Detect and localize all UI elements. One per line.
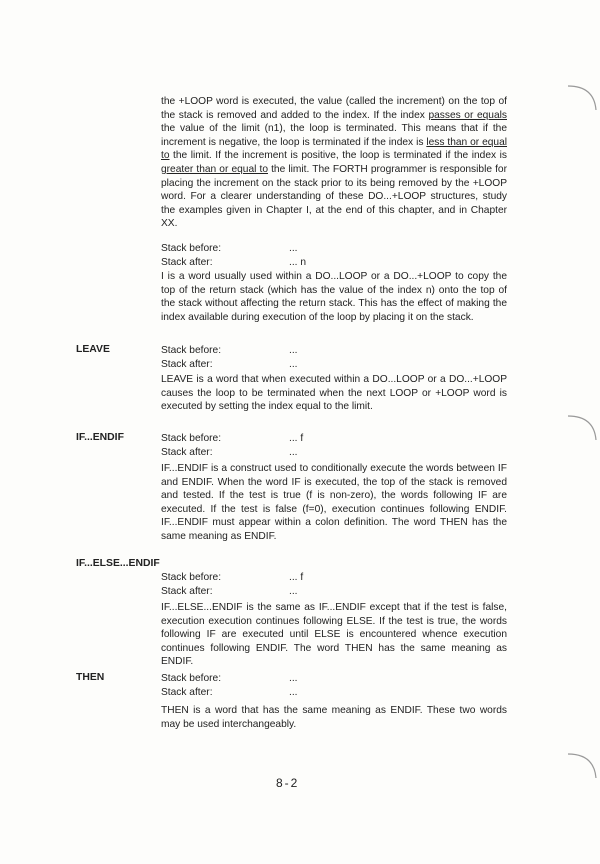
underlined-phrase: passes or equals bbox=[428, 109, 507, 121]
binder-hole-mark bbox=[564, 410, 600, 450]
page-number: 8-2 bbox=[276, 776, 300, 790]
if-else-endif-description: IF...ELSE...ENDIF is the same as IF...ENDIF except that if the test is false, execution execution continues following ELSE. If the test is true, the words following IF are executed until ELSE is encountered whence execution continues following ENDIF. The word THEN has the same meaning as ENDIF. bbox=[161, 602, 507, 668]
binder-hole-mark bbox=[564, 80, 600, 120]
underlined-phrase: greater than or equal to bbox=[161, 163, 268, 175]
then-description: THEN is a word that has the same meaning as ENDIF. These two words may be used interchangeably. bbox=[161, 705, 507, 730]
binder-hole-mark bbox=[564, 748, 600, 788]
if-else-endif-stack-effect: Stack before: ... f Stack after: ... bbox=[161, 572, 304, 597]
term-leave: LEAVE bbox=[76, 344, 110, 355]
leave-stack-effect: Stack before: ... Stack after: ... bbox=[161, 345, 298, 370]
if-endif-stack-effect: Stack before: ... f Stack after: ... bbox=[161, 433, 304, 458]
leave-description: LEAVE is a word that when executed within a DO...LOOP or a DO...+LOOP causes the loop to be terminated when the next LOOP or +LOOP word is executed by setting the index equal to the limit. bbox=[161, 374, 507, 413]
if-endif-description: IF...ENDIF is a construct used to conditionally execute the words between IF and ENDIF. When the word IF is executed, the top of the stack is removed and tested. If the test is true (f is non-zero), the words following IF are executed. If the test is false (f=0), execution continues following ENDIF. IF...ENDIF must appear within a colon definition. The word THEN has the same meaning as ENDIF. bbox=[161, 463, 507, 542]
term-if-else-endif: IF...ELSE...ENDIF bbox=[76, 558, 160, 569]
term-if-endif: IF...ENDIF bbox=[76, 432, 124, 443]
i-description: I is a word usually used within a DO...LOOP or a DO...+LOOP to copy the top of the return stack (which has the value of the index n) onto the top of the stack without affecting the return stack. This has the effect of making the index available during execution of the loop by placing it on the stack. bbox=[161, 271, 507, 323]
term-then: THEN bbox=[76, 672, 105, 683]
i-stack-effect: Stack before: ... Stack after: ... n bbox=[161, 243, 306, 268]
then-stack-effect: Stack before: ... Stack after: ... bbox=[161, 673, 298, 698]
underlined-phrase: less than or equal to bbox=[161, 136, 508, 162]
intro-paragraph: the +LOOP word is executed, the value (called the increment) on the top of the stack is removed and added to the index. If the index passes or equals the value of the limit (n1), the loop is terminated. This means that if the increment is negative, the loop is terminated if the index is less than or equal to the limit. If the increment is positive, the loop is terminated if the index is greater than or equal to the limit. The FORTH programmer is responsible for placing the increment on the stack prior to its being removed by the +LOOP word. For a clearer understanding of these DO...+LOOP structures, study the examples given in Chapter I, at the end of this chapter, and in Chapter XX. bbox=[161, 96, 508, 230]
